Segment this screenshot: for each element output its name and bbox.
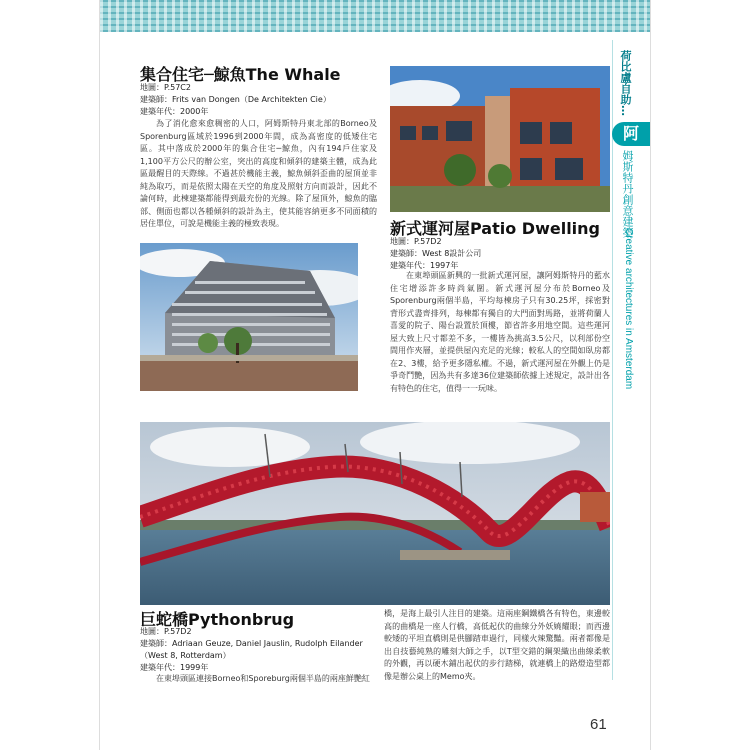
sidebar-chapter-title: 姆斯特丹創意建築 bbox=[621, 150, 634, 238]
python-bridge-photo bbox=[140, 422, 610, 605]
page-number: 61 bbox=[590, 716, 607, 733]
whale-photo bbox=[140, 243, 358, 391]
patio-body: 在東埠頭區新興的一批新式運河屋，讓阿姆斯特丹的藍水住宅增添許多時尚氣圍。新式運河屋分布於Borneo及Sporenburg兩個半島，平均每棟房子只有30.25坪，採密對背形式盡齊排列，每棟都有獨自的大門面對馬路，並將荷蘭人喜愛的院子、陽台設置於頂樓，節省許多用地空間。這些運河屋大致上尺寸都差不多，一樓皆為挑高3.5公尺，以利部份空間用作夾層，並提供屋內充足的光線；較私人的空間如臥房都在2、3樓，給予更多隱私權。不過，新式運河屋在外觀上仍是爭奇鬥艷，因為共有多達36位建築師依據上述規定，設計出各有特色的住宅，值得一一玩味。 bbox=[390, 271, 610, 393]
python-year: 建築年代：1999年 bbox=[140, 663, 209, 672]
sidebar-book-title: 荷比盧自助… bbox=[619, 50, 632, 116]
python-body-right: 橋，是海上最引人注目的建築。這兩座鋼鐵橋各有特色，東邊較高的曲橋是一座人行橋，高低起伏的曲線分外妖嬈耀眼；而西邊較矮的平坦直橋則是供腳踏車過行，同樣火辣驚豔。兩者都像是出自技藝純熟的雕刻大師之手，以T型交錯的鋼架織出曲線柔軟的外觀，再以硬木鋪出起伏的步行踏梯，就連橋上的路燈造型都像是辦公桌上的Memo夾。 bbox=[384, 609, 610, 681]
whale-architect: 建築師：Frits van Dongen（De Architekten Cie） bbox=[140, 95, 331, 104]
python-body-left: 在東埠頭區連接Borneo和Sporeburg兩個半島的兩座鮮艷紅 bbox=[156, 674, 370, 683]
whale-body: 為了消化愈來愈稠密的人口，阿姆斯特丹東北部的Borneo及Sporenburg區域於1996到2000年間，成為高密度的低矮住宅區。其中落成於2000年的集合住宅─鯨魚，內有194戶住家及1,100平方公尺的辦公室，突出的高度和傾斜的建築主體，成為此區最醒目的天際線。不過甚於機能主義，鯨魚傾斜歪曲的屋頂並非純為取巧，而是依照太陽在天空的角度及照射方向而設計，因此不論何時，此棟建築都能得到最充份的光線。除了屋頂外，鯨魚的臨部、側面也都以各種傾斜的設計為主，使其能容納更多不同面積的居住單位，可說是機能主義的極致表現。 bbox=[140, 119, 377, 228]
whale-title: 集合住宅─鯨魚The Whale bbox=[140, 65, 341, 84]
patio-architect: 建築師：West 8設計公司 bbox=[390, 249, 482, 258]
patio-year: 建築年代：1997年 bbox=[390, 261, 459, 270]
python-meta bbox=[140, 626, 375, 674]
patio-map: 地圖：P.57D2 bbox=[390, 237, 442, 246]
decorative-plaid-header bbox=[100, 0, 650, 32]
whale-map: 地圖：P.57C2 bbox=[140, 83, 191, 92]
python-map: 地圖：P.57D2 bbox=[140, 627, 192, 636]
python-title: 巨蛇橋Pythonbrug bbox=[140, 610, 295, 629]
whale-meta bbox=[140, 82, 380, 118]
sidebar-chapter-badge: 阿 bbox=[612, 122, 650, 146]
patio-meta bbox=[390, 236, 610, 272]
patio-title: 新式運河屋Patio Dwelling bbox=[390, 219, 601, 238]
patio-photo bbox=[390, 66, 610, 212]
whale-year: 建築年代：2000年 bbox=[140, 107, 209, 116]
sidebar-chapter-title-en: Creative architectures in Amsterdam bbox=[623, 228, 634, 390]
python-architect: 建築師：Adriaan Geuze, Daniel Jauslin, Rudolph Eilander（West 8, Rotterdam） bbox=[140, 639, 363, 660]
